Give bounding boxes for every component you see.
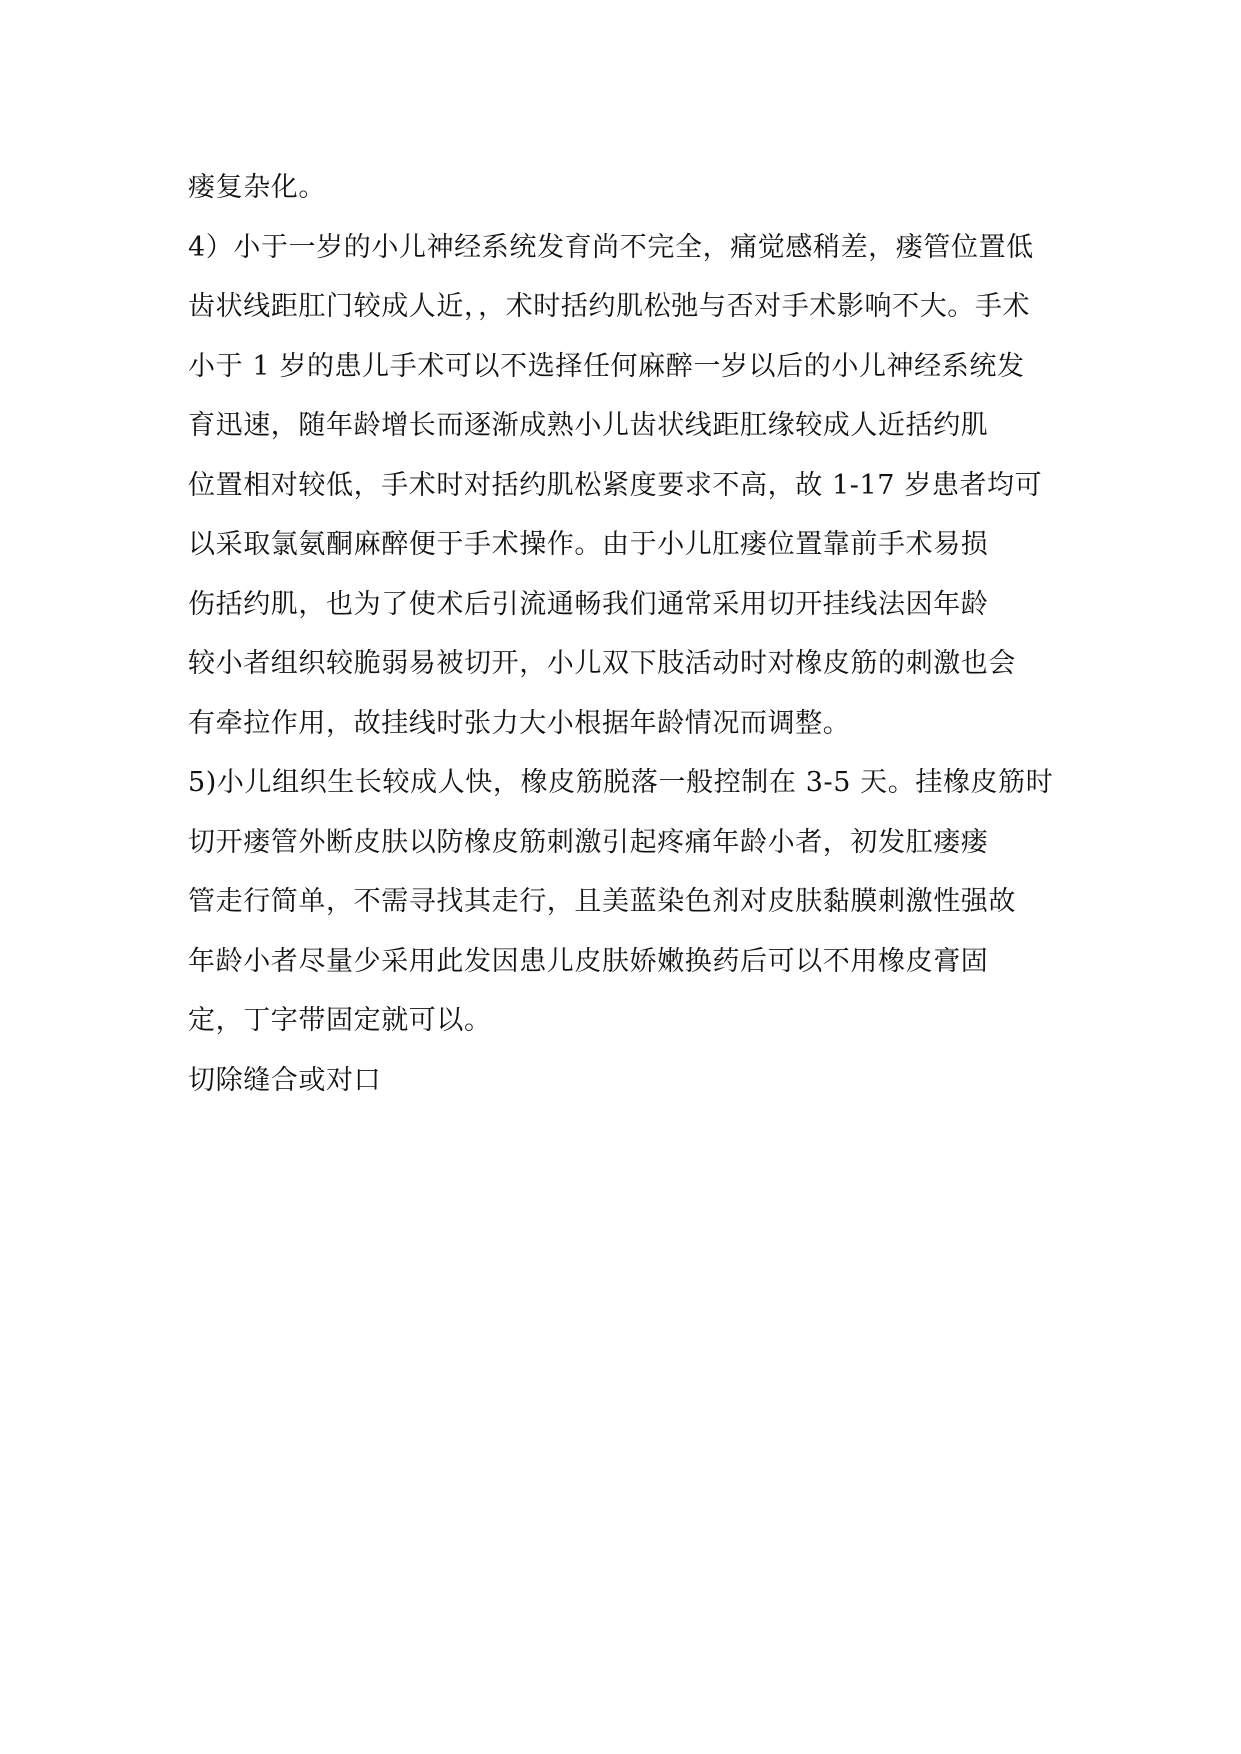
text-line: 切除缝合或对口 — [188, 1064, 382, 1096]
text-line: 齿状线距肛门较成人近，，术时括约肌松弛与否对手术影响不大。手术 — [188, 291, 1031, 322]
text-line: 管走行简单，不需寻找其走行，且美蓝染色剂对皮肤黏膜刺激性强故 — [188, 886, 1016, 917]
text-line: 年龄小者尽量少采用此发因患儿皮肤娇嫩换药后可以不用橡皮膏固 — [188, 945, 989, 977]
text-line: 切开瘘管外断皮肤以防橡皮筋刺激引起疼痛年龄小者，初发肛瘘瘘 — [188, 826, 989, 858]
body-text — [188, 158, 1068, 1110]
text-line: 较小者组织较脆弱易被切开，小儿双下肢活动时对橡皮筋的刺激也会 — [188, 648, 1016, 679]
text-line: 以采取氯氨酮麻醉便于手术操作。由于小儿肛瘘位置靠前手术易损 — [188, 529, 989, 560]
text-line: 4）小于一岁的小儿神经系统发育尚不完全，痛觉感稍差，瘘管位置低 — [188, 231, 1034, 263]
text-line: 5)小儿组织生长较成人快，橡皮筋脱落一般控制在 3-5 天。挂橡皮筋时 — [188, 767, 1054, 798]
text-line: 小于 1 岁的患儿手术可以不选择任何麻醉一岁以后的小儿神经系统发 — [188, 350, 1025, 382]
text-line: 定，丁字带固定就可以。 — [188, 1005, 492, 1036]
text-line: 伤括约肌，也为了使术后引流通畅我们通常采用切开挂线法因年龄 — [188, 588, 989, 620]
text-line: 有牵拉作用，故挂线时张力大小根据年龄情况而调整。 — [188, 707, 851, 739]
text-line: 育迅速，随年龄增长而逐渐成熟小儿齿状线距肛缘较成人近括约肌 — [188, 410, 989, 441]
text-line: 瘘复杂化。 — [188, 172, 326, 203]
text-line: 位置相对较低，手术时对括约肌松紧度要求不高，故 1-17 岁患者均可 — [188, 469, 1043, 501]
